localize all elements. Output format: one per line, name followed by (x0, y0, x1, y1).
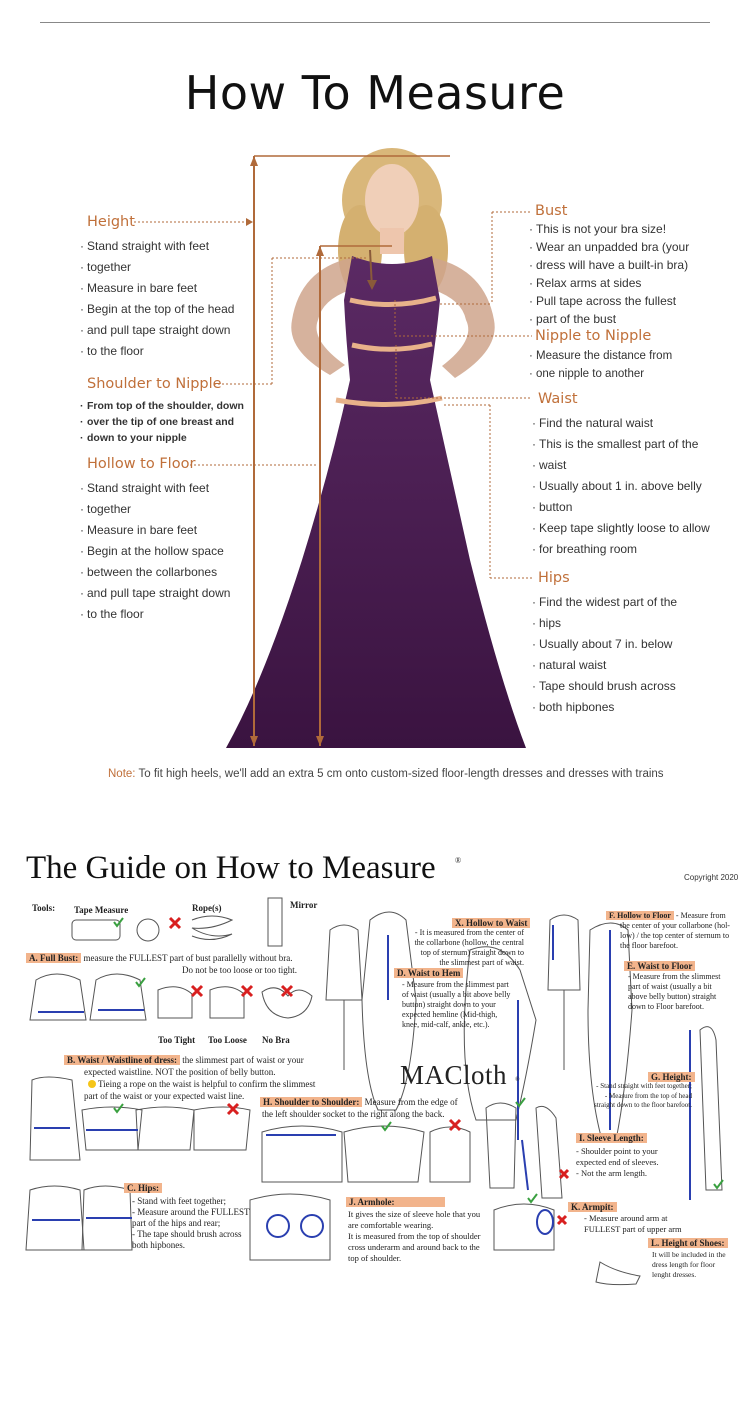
list-item: · together (80, 499, 255, 520)
text-line: top of shoulder. (348, 1253, 402, 1263)
text-line: - Measure from the top of head (604, 1091, 692, 1100)
full-bust-label (26, 953, 326, 964)
tools-label: Tools: (32, 903, 56, 913)
list-item: · down to your nipple (80, 430, 260, 446)
shoulder-list (80, 398, 260, 446)
rope-label: Rope(s) (192, 903, 222, 913)
brand-registered: ® (515, 1077, 520, 1083)
list-item: · natural waist (532, 655, 732, 676)
full-bust-tag: A. Full Bust: (26, 953, 81, 963)
list-item: · and pull tape straight down (80, 583, 255, 604)
armpit-guide-tag (568, 1202, 617, 1213)
list-item: · This is not your bra size! (529, 220, 729, 238)
list-item: · Find the widest part of the (532, 592, 732, 613)
list-item: · part of the bust (529, 310, 729, 328)
h-text: Measure from the edge of (362, 1097, 458, 1107)
list-item: · Tape should brush across (532, 676, 732, 697)
list-item: · Find the natural waist (532, 413, 732, 434)
waist-floor-text (628, 972, 738, 1012)
list-item: · for breathing room (532, 539, 732, 560)
list-item: · Usually about 7 in. below (532, 634, 732, 655)
text-line: - It is measured from the center of (414, 928, 524, 937)
list-item: · dress will have a built-in bra) (529, 256, 729, 274)
mirror-label: Mirror (290, 900, 318, 910)
bust-list (529, 220, 729, 328)
tape-label: Tape Measure (74, 905, 129, 915)
shoulder-guide (260, 1097, 470, 1108)
list-item: · between the collarbones (80, 562, 255, 583)
text-line: straight down to the floor barefoot. (594, 1101, 692, 1109)
list-item: · button (532, 497, 732, 518)
list-item: · Stand straight with feet (80, 236, 255, 257)
waist-text4: part of the waist or your expected waist line. (84, 1091, 245, 1101)
list-item: · to the floor (80, 604, 255, 625)
g-tag: G. Height: (648, 1072, 695, 1082)
text-line: - Stand straight with feet together; (596, 1082, 692, 1090)
list-item: · Relax arms at sides (529, 274, 729, 292)
k-tag: K. Armpit: (568, 1202, 617, 1212)
text-line: top of sternum) straight down to (420, 948, 524, 957)
list-item: · Begin at the hollow space (80, 541, 255, 562)
list-item: · Stand straight with feet (80, 478, 255, 499)
text-line: down to Floor barefoot. (628, 1002, 704, 1011)
face (365, 164, 419, 236)
waist-hem-text (402, 980, 522, 1030)
list-item: · over the tip of one breast and (80, 414, 260, 430)
armhole-guide-text (348, 1209, 498, 1264)
x-tag: X. Hollow to Waist (452, 918, 530, 928)
list-item: · to the floor (80, 341, 255, 362)
text-line: - Measure from (673, 911, 726, 920)
text-line: part of waist (usually a bit (628, 982, 712, 991)
f-tag: F. Hollow to Floor (606, 911, 674, 920)
sleeve-guide-text (576, 1146, 686, 1179)
hips-tag: C. Hips: (124, 1183, 162, 1193)
text-line: - Measure from the slimmest (628, 972, 721, 981)
text-line: the collarbone (hollow, the central (414, 938, 524, 947)
shoulder-header: Shoulder to Nipple (87, 376, 222, 392)
list-item: · Measure in bare feet (80, 278, 255, 299)
height-list (80, 236, 255, 362)
too-loose-label: Too Loose (208, 1035, 247, 1045)
hips-header: Hips (538, 570, 570, 586)
copyright: Copyright 2020 (684, 873, 739, 882)
list-item: · Measure the distance from (529, 347, 729, 365)
i-tag: I. Sleeve Length: (576, 1133, 647, 1143)
hollow-header: Hollow to Floor (87, 456, 196, 472)
hollow-floor-guide (606, 911, 736, 951)
list-item: · waist (532, 455, 732, 476)
waist-text3: Tieing a rope on the waist is helpful to confirm the slimmest (98, 1079, 316, 1089)
l-tag: L. Height of Shoes: (648, 1238, 728, 1248)
text-line: cross underarm and around back to the (348, 1242, 480, 1252)
height-header: Height (87, 214, 135, 230)
sleeve-guide-tag (576, 1133, 647, 1144)
hips-guide-tag (124, 1183, 162, 1194)
waist-list (532, 413, 732, 560)
nipple-list (529, 347, 729, 383)
too-tight-label: Too Tight (158, 1035, 196, 1045)
text-line: low) / the top center of sternum to (620, 931, 730, 940)
text-line: expected hemline (Mid-thigh, (402, 1010, 498, 1019)
no-bra-label: No Bra (262, 1035, 290, 1045)
list-item: · and pull tape straight down (80, 320, 255, 341)
list-item: · Usually about 1 in. above belly (532, 476, 732, 497)
e-tag: E. Waist to Floor (624, 961, 695, 971)
waist-text2: expected waistline. NOT the position of belly button. (84, 1067, 276, 1077)
list-item: · together (80, 257, 255, 278)
guide-title: The Guide on How to Measure (26, 850, 436, 886)
note (108, 768, 664, 780)
text-line: - Measure around arm at (584, 1213, 668, 1223)
text-line: lenght dresses. (652, 1270, 697, 1279)
waist-label (64, 1055, 334, 1066)
list-item: · From top of the shoulder, down (80, 398, 260, 414)
text-line: both hipbones. (132, 1240, 185, 1250)
nipple-header: Nipple to Nipple (535, 328, 652, 344)
text-line: part of the hips and rear; (132, 1218, 221, 1228)
armhole-guide-tag (346, 1197, 445, 1208)
waist-floor-tag (624, 961, 695, 972)
right-arm (434, 258, 495, 378)
armpit-guide-text (584, 1213, 704, 1235)
waist-header: Waist (538, 391, 578, 407)
text-line: above belly button) straight (628, 992, 717, 1001)
shoulder-guide-text2: the left shoulder socket to the right along the back. (262, 1109, 445, 1119)
list-item: · both hipbones (532, 697, 732, 718)
waist-tag: B. Waist / Waistline of dress: (64, 1055, 180, 1065)
text-line: - Measure around the FULLEST (132, 1207, 250, 1217)
full-bust-text2: Do not be too loose or too tight. (182, 965, 297, 975)
bust-header: Bust (535, 203, 568, 219)
hips-list (532, 592, 732, 718)
text-line: - Measure from the slimmest part (402, 980, 509, 989)
text-line: are comfortable wearing. (348, 1220, 434, 1230)
hips-guide-text (132, 1196, 262, 1251)
text-line: - Shoulder point to your (576, 1146, 658, 1156)
text-line: dress length for floor (652, 1260, 716, 1269)
list-item: · one nipple to another (529, 365, 729, 383)
shoes-guide-tag (648, 1238, 728, 1249)
text-line: knee, mid-calf, ankle, etc.). (402, 1020, 490, 1029)
shoes-guide-text (652, 1250, 742, 1280)
j-tag: J. Armhole: (346, 1197, 445, 1207)
note-key: Note: (108, 768, 136, 780)
text-line: - The tape should brush across (132, 1229, 242, 1239)
brand-logo: MACloth (400, 1060, 508, 1090)
text-line: the center of your collarbone (hol- (620, 921, 730, 930)
list-item: · Begin at the top of the head (80, 299, 255, 320)
text-line: - Not the arm length. (576, 1168, 648, 1178)
text-line: of waist (usually a bit above belly (402, 990, 511, 999)
list-item: · Pull tape across the fullest (529, 292, 729, 310)
d-tag: D. Waist to Hem (394, 968, 463, 978)
text-line: - Stand with feet together; (132, 1196, 226, 1206)
list-item: · Wear an unpadded bra (your (529, 238, 729, 256)
waist-text: the slimmest part of waist or your (180, 1055, 304, 1065)
list-item: · This is the smallest part of the (532, 434, 732, 455)
hollow-list (80, 478, 255, 625)
height-guide-text (588, 1082, 692, 1111)
list-item: · Measure in bare feet (80, 520, 255, 541)
waist-hem-tag (394, 968, 463, 979)
registered-mark: ® (455, 856, 462, 865)
note-text: To fit high heels, we'll add an extra 5 cm onto custom-sized floor-length dresses and dresses with trains (135, 768, 664, 780)
text-line: It is measured from the top of shoulder (348, 1231, 481, 1241)
text-line: the floor barefoot. (620, 941, 678, 950)
list-item: · hips (532, 613, 732, 634)
hollow-waist-text (404, 928, 524, 968)
full-bust-text: measure the FULLEST part of bust parallelly without bra. (81, 953, 293, 963)
page-title: How To Measure (184, 66, 566, 120)
text-line: button) straight down to your (402, 1000, 496, 1009)
text-line: It will be included in the (652, 1250, 726, 1259)
h-tag: H. Shoulder to Shoulder: (260, 1097, 362, 1107)
text-line: FULLEST part of upper arm (584, 1224, 682, 1234)
list-item: · Keep tape slightly loose to allow (532, 518, 732, 539)
text-line: It gives the size of sleeve hole that you (348, 1209, 481, 1219)
text-line: the slimmest part of waist. (439, 958, 524, 967)
text-line: expected end of sleeves. (576, 1157, 659, 1167)
